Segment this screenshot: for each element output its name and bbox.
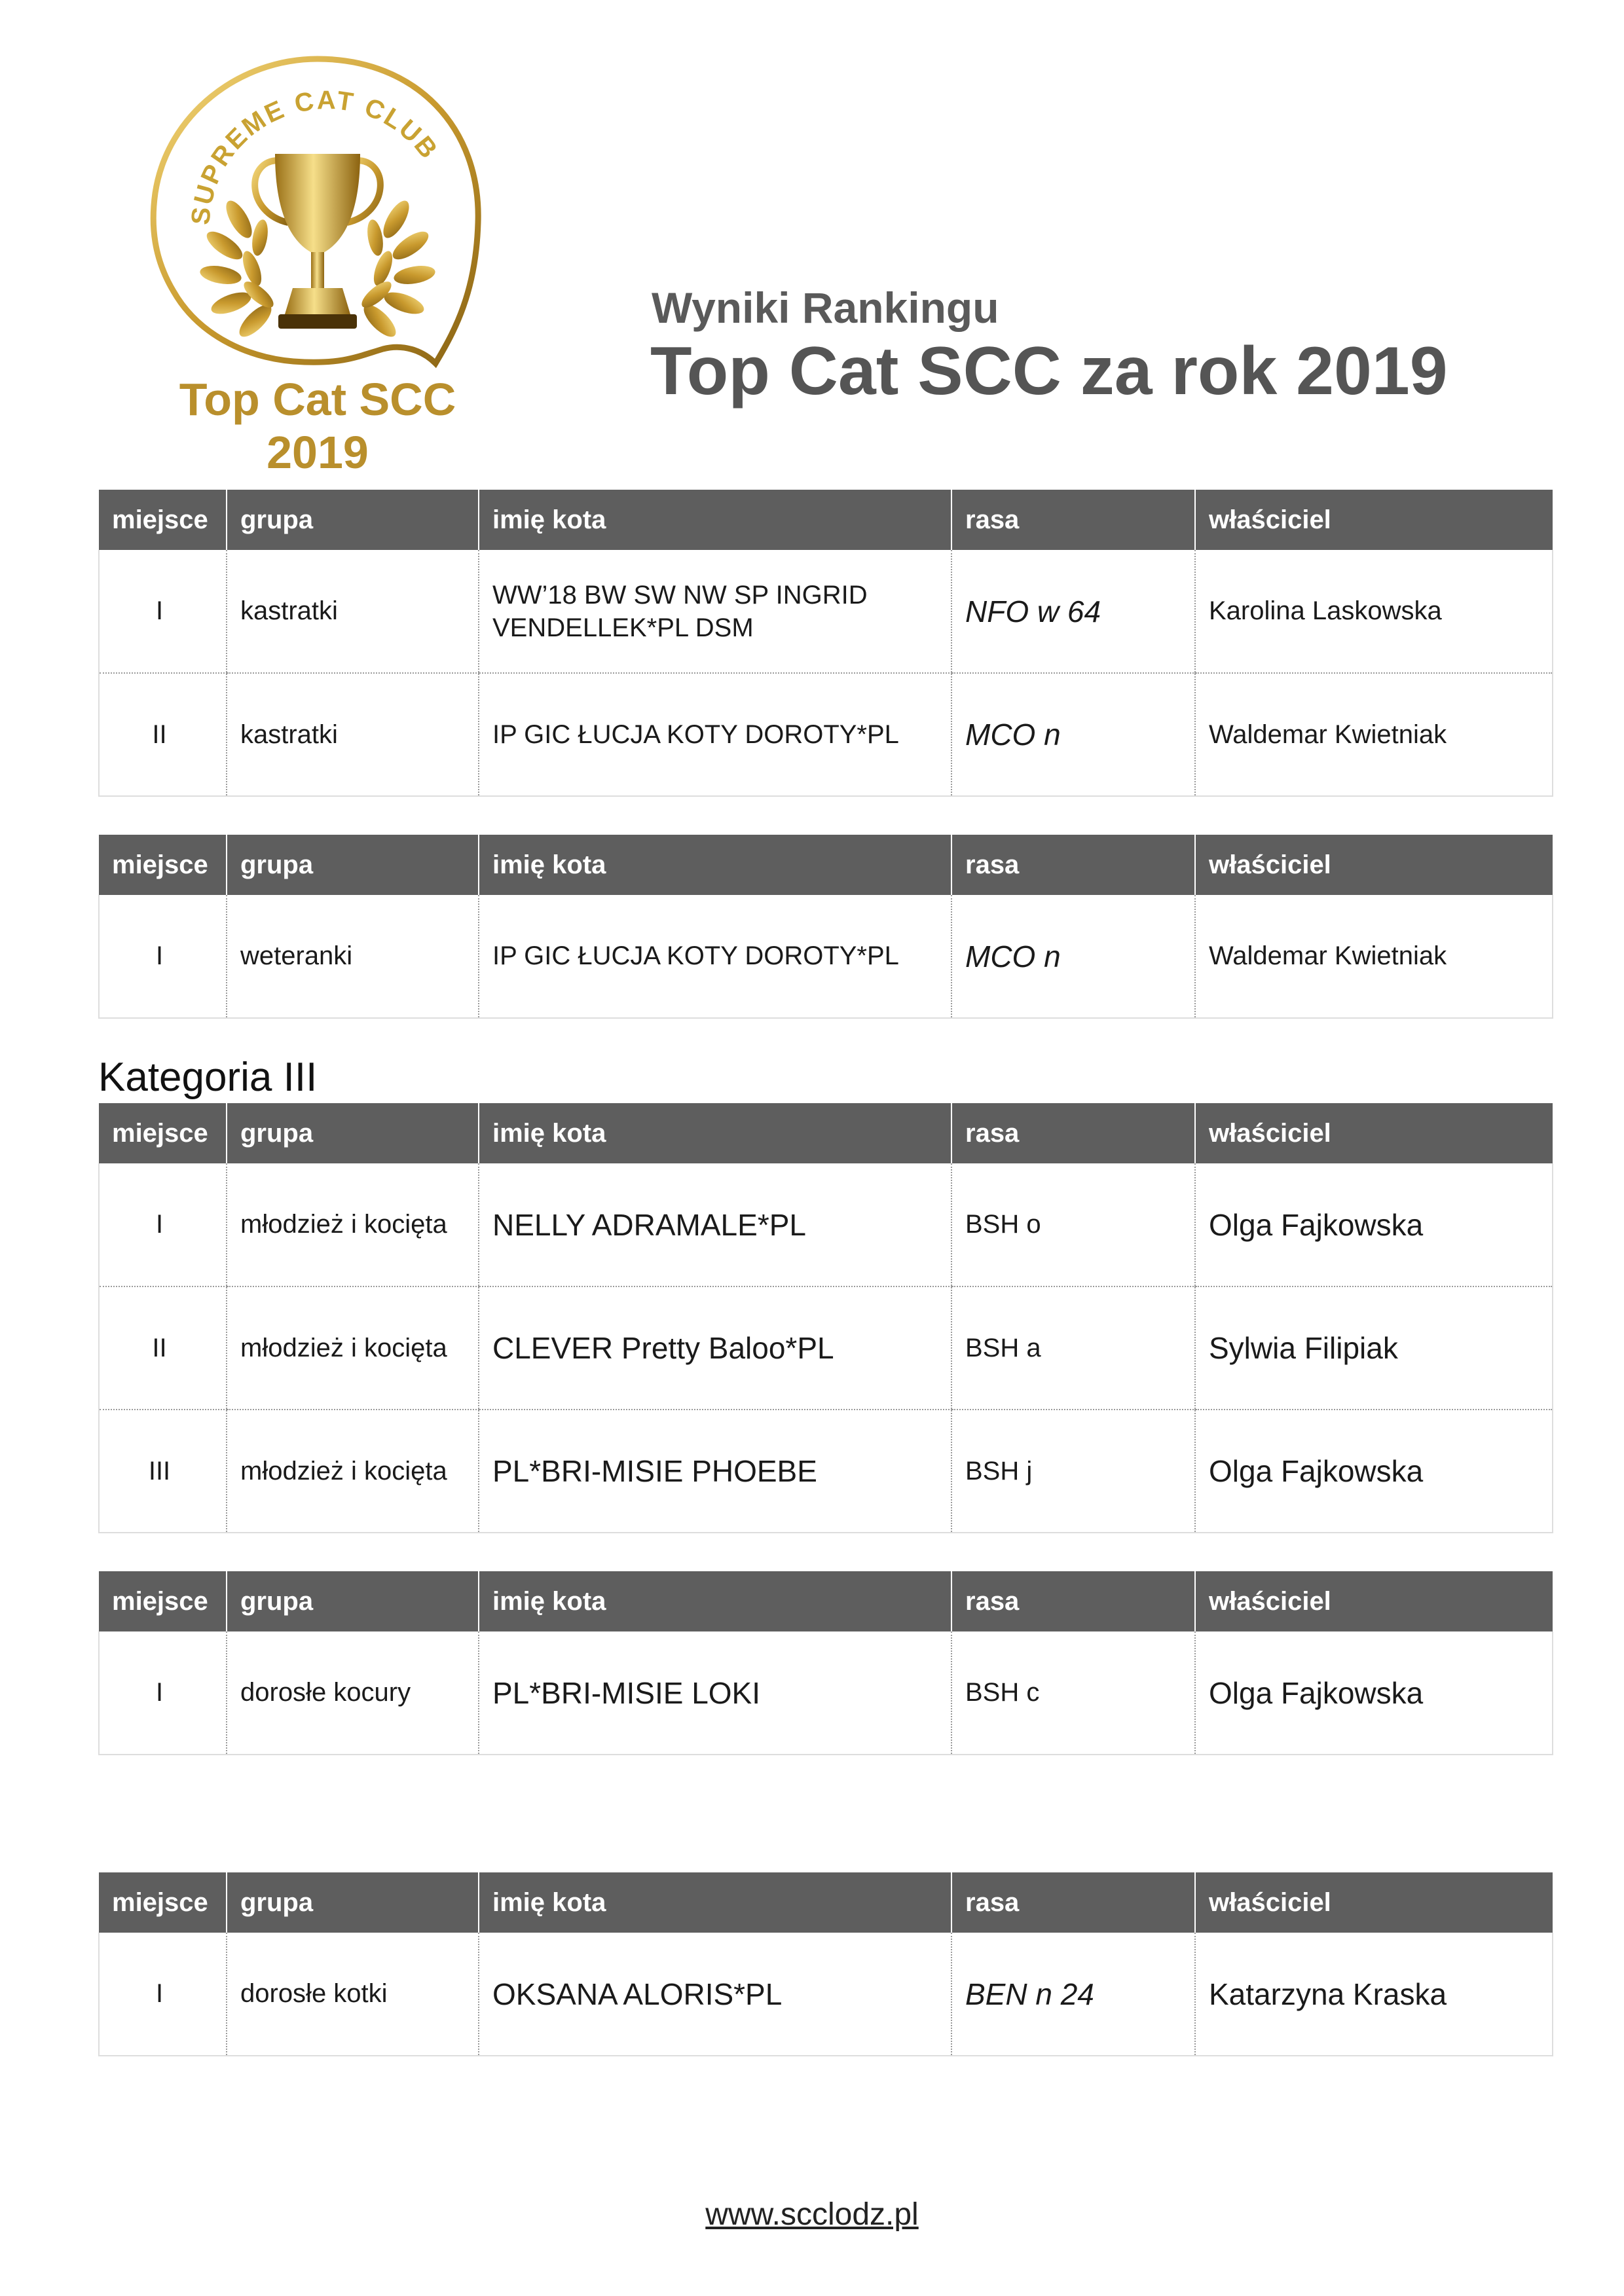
header-wlasciciel: właściciel bbox=[1195, 1571, 1553, 1631]
cell-miejsce: I bbox=[99, 895, 227, 1018]
header-miejsce: miejsce bbox=[99, 1103, 227, 1163]
cell-grupa: weteranki bbox=[227, 895, 479, 1018]
cell-wlasciciel: Olga Fajkowska bbox=[1195, 1410, 1553, 1533]
cell-grupa: kastratki bbox=[227, 550, 479, 673]
header-grupa: grupa bbox=[227, 1571, 479, 1631]
cell-rasa: MCO n bbox=[951, 673, 1195, 796]
cell-miejsce: III bbox=[99, 1410, 227, 1533]
table-row bbox=[99, 1163, 1553, 1286]
cell-grupa: kastratki bbox=[227, 673, 479, 796]
page-title: Top Cat SCC za rok 2019 bbox=[650, 333, 1448, 409]
cell-rasa: BSH a bbox=[951, 1286, 1195, 1410]
logo-title: Top Cat SCC bbox=[179, 374, 456, 425]
header-wlasciciel: właściciel bbox=[1195, 1872, 1553, 1933]
cell-miejsce: I bbox=[99, 1933, 227, 2056]
header-rasa: rasa bbox=[951, 490, 1195, 550]
header-rasa: rasa bbox=[951, 1872, 1195, 1933]
cell-grupa: dorosłe kotki bbox=[227, 1933, 479, 2056]
cell-wlasciciel: Olga Fajkowska bbox=[1195, 1163, 1553, 1286]
header-grupa: grupa bbox=[227, 490, 479, 550]
cell-wlasciciel: Waldemar Kwietniak bbox=[1195, 673, 1553, 796]
header-imie-kota: imię kota bbox=[479, 835, 951, 895]
header-imie-kota: imię kota bbox=[479, 1103, 951, 1163]
header-wlasciciel: właściciel bbox=[1195, 1103, 1553, 1163]
website-link[interactable]: www.scclodz.pl bbox=[705, 2197, 919, 2232]
cell-miejsce: I bbox=[99, 1163, 227, 1286]
table-header-row bbox=[99, 835, 1553, 895]
cell-rasa: BSH c bbox=[951, 1631, 1195, 1755]
cell-imie-kota: CLEVER Pretty Baloo*PL bbox=[479, 1286, 951, 1410]
table-row bbox=[99, 1933, 1553, 2056]
ranking-table-weteranki bbox=[98, 835, 1553, 1019]
page-subtitle: Wyniki Rankingu bbox=[652, 283, 999, 332]
logo-year: 2019 bbox=[267, 427, 369, 478]
table-row bbox=[99, 1631, 1553, 1755]
table-row bbox=[99, 1410, 1553, 1533]
cell-imie-kota: IP GIC ŁUCJA KOTY DOROTY*PL bbox=[479, 895, 951, 1018]
ranking-table-kastratki bbox=[98, 490, 1553, 797]
table-row bbox=[99, 673, 1553, 796]
cell-rasa: NFO w 64 bbox=[951, 550, 1195, 673]
header-rasa: rasa bbox=[951, 1571, 1195, 1631]
cell-grupa: młodzież i kocięta bbox=[227, 1410, 479, 1533]
header-grupa: grupa bbox=[227, 835, 479, 895]
cell-imie-kota: WW’18 BW SW NW SP INGRID VENDELLEK*PL DSM bbox=[479, 550, 951, 673]
cell-miejsce: II bbox=[99, 673, 227, 796]
header-imie-kota: imię kota bbox=[479, 1872, 951, 1933]
cell-imie-kota: NELLY ADRAMALE*PL bbox=[479, 1163, 951, 1286]
cell-miejsce: I bbox=[99, 1631, 227, 1755]
cell-grupa: młodzież i kocięta bbox=[227, 1286, 479, 1410]
cell-rasa: BSH o bbox=[951, 1163, 1195, 1286]
header-rasa: rasa bbox=[951, 835, 1195, 895]
category-heading: Kategoria III bbox=[98, 1055, 318, 1100]
cell-grupa: młodzież i kocięta bbox=[227, 1163, 479, 1286]
header-miejsce: miejsce bbox=[99, 1872, 227, 1933]
cell-imie-kota: IP GIC ŁUCJA KOTY DOROTY*PL bbox=[479, 673, 951, 796]
cell-wlasciciel: Waldemar Kwietniak bbox=[1195, 895, 1553, 1018]
header-imie-kota: imię kota bbox=[479, 1571, 951, 1631]
header-imie-kota: imię kota bbox=[479, 490, 951, 550]
table-header-row bbox=[99, 1571, 1553, 1631]
header-grupa: grupa bbox=[227, 1103, 479, 1163]
cell-wlasciciel: Katarzyna Kraska bbox=[1195, 1933, 1553, 2056]
table-header-row bbox=[99, 1872, 1553, 1933]
table-header-row bbox=[99, 1103, 1553, 1163]
club-logo bbox=[147, 56, 488, 481]
table-row bbox=[99, 550, 1553, 673]
cell-rasa: MCO n bbox=[951, 895, 1195, 1018]
header-miejsce: miejsce bbox=[99, 1571, 227, 1631]
header-wlasciciel: właściciel bbox=[1195, 835, 1553, 895]
ranking-table-kocury bbox=[98, 1571, 1553, 1755]
header-grupa: grupa bbox=[227, 1872, 479, 1933]
header-wlasciciel: właściciel bbox=[1195, 490, 1553, 550]
cell-wlasciciel: Sylwia Filipiak bbox=[1195, 1286, 1553, 1410]
logo-ring-text: SUPREME CAT CLUB bbox=[186, 86, 445, 227]
cell-miejsce: II bbox=[99, 1286, 227, 1410]
ranking-table-mlodziez bbox=[98, 1103, 1553, 1533]
cell-miejsce: I bbox=[99, 550, 227, 673]
header-miejsce: miejsce bbox=[99, 490, 227, 550]
header-rasa: rasa bbox=[951, 1103, 1195, 1163]
table-header-row bbox=[99, 490, 1553, 550]
table-row bbox=[99, 1286, 1553, 1410]
header-miejsce: miejsce bbox=[99, 835, 227, 895]
cell-imie-kota: PL*BRI-MISIE PHOEBE bbox=[479, 1410, 951, 1533]
cell-imie-kota: OKSANA ALORIS*PL bbox=[479, 1933, 951, 2056]
ranking-table-kotki bbox=[98, 1872, 1553, 2056]
cell-rasa: BEN n 24 bbox=[951, 1933, 1195, 2056]
cell-imie-kota: PL*BRI-MISIE LOKI bbox=[479, 1631, 951, 1755]
cell-wlasciciel: Olga Fajkowska bbox=[1195, 1631, 1553, 1755]
cell-wlasciciel: Karolina Laskowska bbox=[1195, 550, 1553, 673]
cell-rasa: BSH j bbox=[951, 1410, 1195, 1533]
table-row bbox=[99, 895, 1553, 1018]
cell-grupa: dorosłe kocury bbox=[227, 1631, 479, 1755]
